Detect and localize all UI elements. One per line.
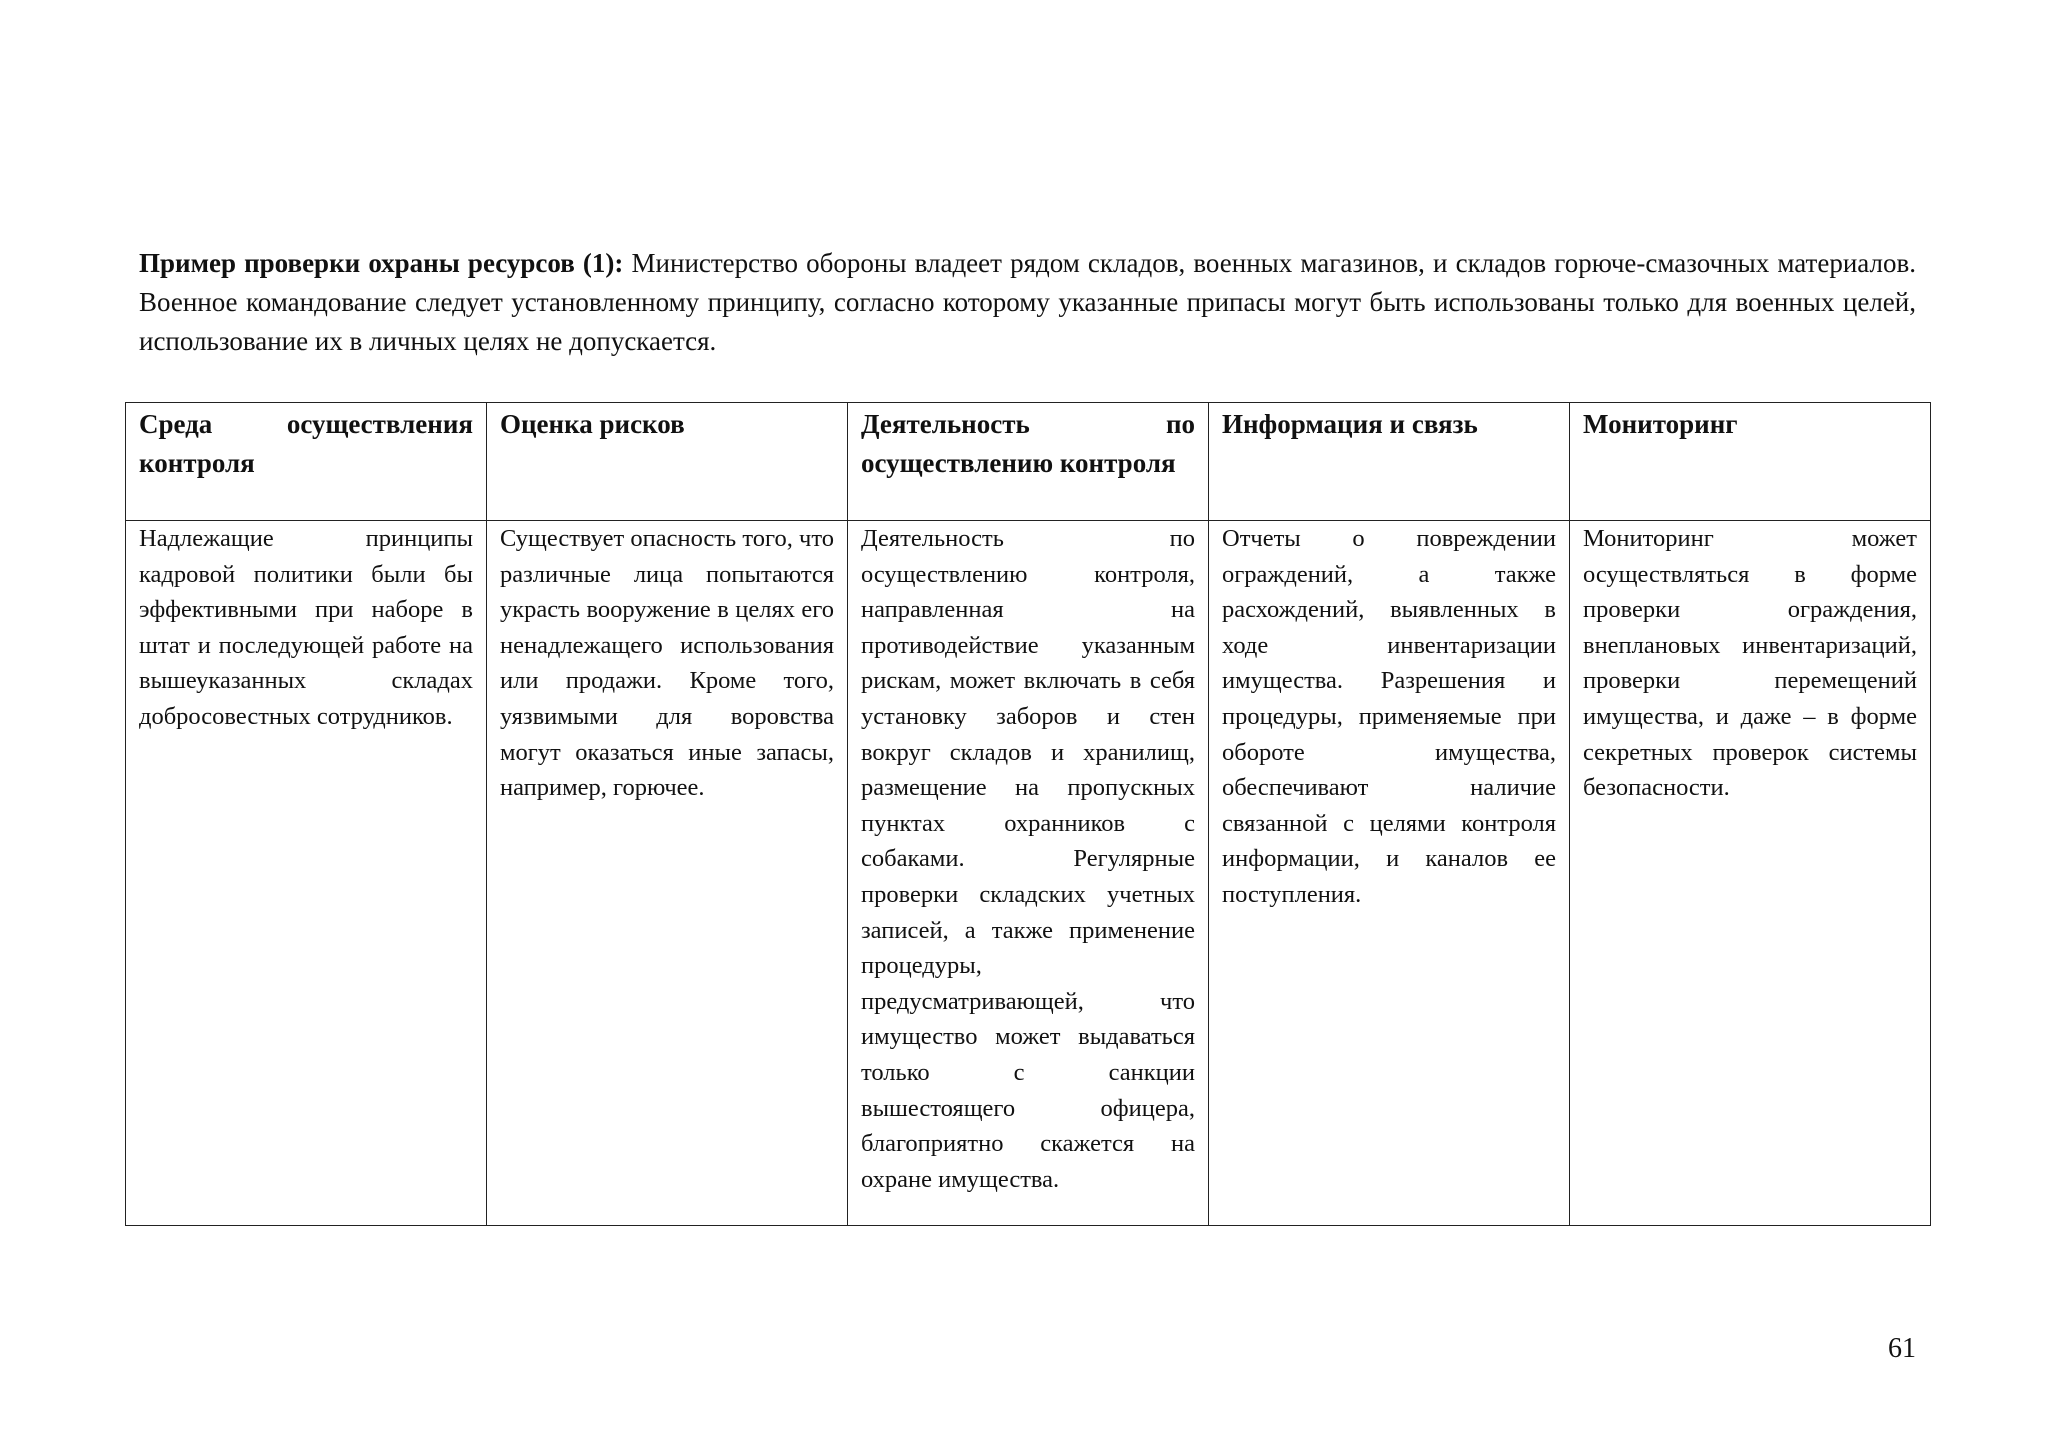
control-components-table bbox=[125, 402, 1931, 1226]
header-control-activities: Деятельность по осуществлению контроля bbox=[848, 403, 1209, 521]
cell-control-activities: Деятельность по осуществлению контроля, направленная на противодействие указанным рискам, может включать в себя установку заборов и стен вокруг складов и хранилищ, размещение на пропускных пунктах охранников с собаками. Регулярные проверки складских учетных записей, а также применение процедуры, предусматривающей, что имущество может выдаваться только с санкции вышестоящего офицера, благоприятно скажется на охране имущества. bbox=[848, 521, 1209, 1226]
intro-paragraph bbox=[139, 244, 1916, 361]
header-control-environment: Среда осуществления контроля bbox=[126, 403, 487, 521]
cell-monitoring: Мониторинг может осуществляться в форме проверки ограждения, внеплановых инвентаризаций, проверки перемещений имущества, и даже – в форме секретных проверок системы безопасности. bbox=[1570, 521, 1931, 1226]
page-number: 61 bbox=[1888, 1333, 1916, 1364]
header-risk-assessment: Оценка рисков bbox=[487, 403, 848, 521]
cell-control-environment: Надлежащие принципы кадровой политики были бы эффективными при наборе в штат и последующей работе на вышеуказанных складах добросовестных сотрудников. bbox=[126, 521, 487, 1226]
table-header-row bbox=[126, 403, 1931, 521]
intro-text: Министерство обороны владеет рядом складов, военных магазинов, и складов горюче-смазочных материалов. Военное командование следует установленному принципу, согласно которому указанные припасы могут быть использованы только для военных целей, использование их в личных целях не допускается. bbox=[139, 248, 1916, 356]
table-row bbox=[126, 521, 1931, 1226]
header-information-communication: Информация и связь bbox=[1209, 403, 1570, 521]
cell-information-communication: Отчеты о повреждении ограждений, а также расхождений, выявленных в ходе инвентаризации имущества. Разрешения и процедуры, применяемые при обороте имущества, обеспечивают наличие связанной с целями контроля информации, и каналов ее поступления. bbox=[1209, 521, 1570, 1226]
cell-risk-assessment: Существует опасность того, что различные лица попытаются украсть вооружение в целях его ненадлежащего использования или продажи. Кроме того, уязвимыми для воровства могут оказаться иные запасы, например, горючее. bbox=[487, 521, 848, 1226]
header-monitoring: Мониторинг bbox=[1570, 403, 1931, 521]
intro-bold-lead: Пример проверки охраны ресурсов (1): bbox=[139, 248, 624, 278]
